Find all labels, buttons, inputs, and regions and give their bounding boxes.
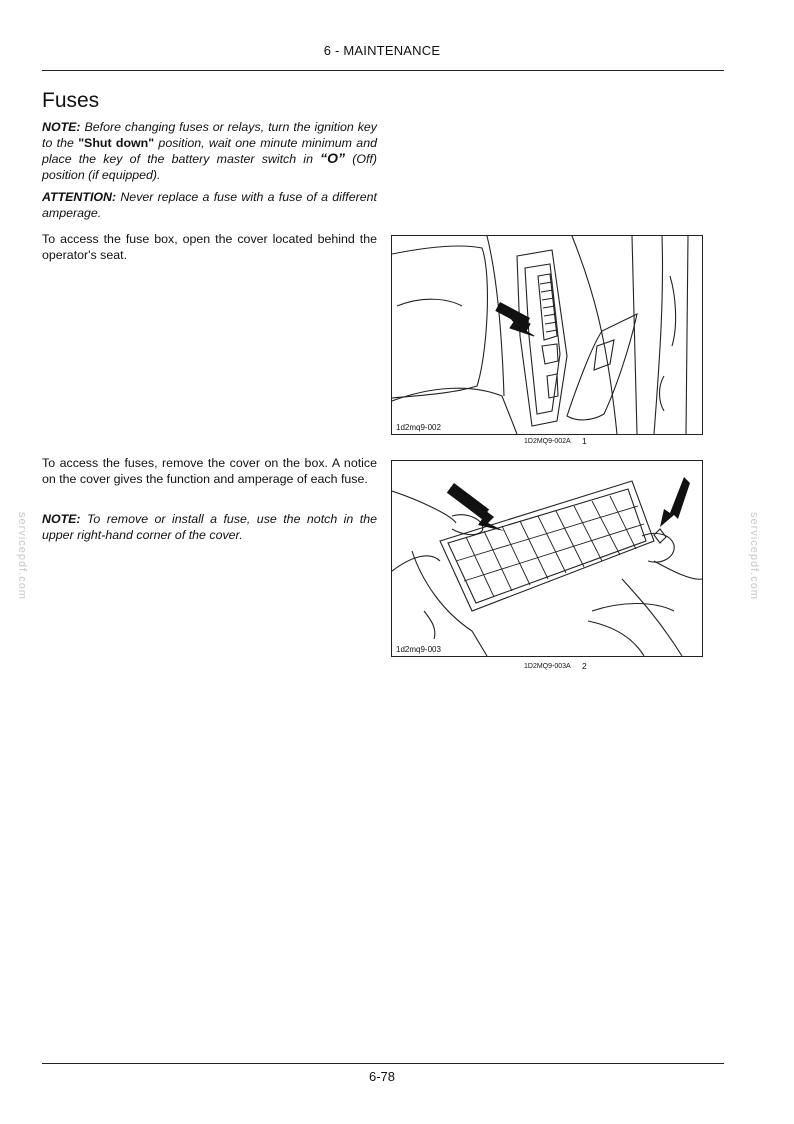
note-text-c: (Off) position (if equipped). xyxy=(42,152,377,182)
figure-code: 1d2mq9-003 xyxy=(396,645,441,654)
note-text: To remove or install a fuse, use the notch in the upper right-hand corner of the cover. xyxy=(42,512,377,542)
attention-amperage xyxy=(42,190,377,221)
figure-caption: 1D2MQ9-002A xyxy=(524,438,571,445)
figure-number: 1 xyxy=(582,436,587,446)
header-rule xyxy=(42,70,724,71)
fuse-box-illustration xyxy=(392,236,702,434)
note-notch xyxy=(42,512,377,543)
figure-caption: 1D2MQ9-003A xyxy=(524,663,571,670)
footer-rule xyxy=(42,1063,724,1064)
header-section-title: 6 - MAINTENANCE xyxy=(323,43,441,58)
fuse-cover-illustration xyxy=(392,461,702,656)
watermark-right: servicepdf.com xyxy=(748,512,760,600)
note-label: NOTE: xyxy=(42,120,81,134)
figure-fuse-box xyxy=(391,235,703,435)
attention-text: Never replace a fuse with a fuse of a different amperage. xyxy=(42,190,377,220)
note-label: NOTE: xyxy=(42,512,81,526)
watermark-left: servicepdf.com xyxy=(16,512,28,600)
figure-number: 2 xyxy=(582,661,587,671)
section-title: Fuses xyxy=(42,89,100,112)
note-off-symbol: “O” xyxy=(320,150,346,166)
access-fuses-text: To access the fuses, remove the cover on the box. A notice on the cover gives the function and amperage of each fuse. xyxy=(42,456,377,486)
figure-code: 1d2mq9-002 xyxy=(396,423,441,432)
note-shutdown: "Shut down" xyxy=(78,135,155,150)
note-text-b: position, wait one minute minimum and place the key of the battery master switch in xyxy=(42,135,377,166)
note-ignition xyxy=(42,120,377,183)
attention-label: ATTENTION: xyxy=(42,190,117,204)
note-text-a: Before changing fuses or relays, turn the ignition key to the xyxy=(42,120,377,150)
page-number: 6-78 xyxy=(368,1069,396,1084)
figure-fuse-cover xyxy=(391,460,703,657)
access-fuse-box-text: To access the fuse box, open the cover located behind the operator's seat. xyxy=(42,232,377,262)
